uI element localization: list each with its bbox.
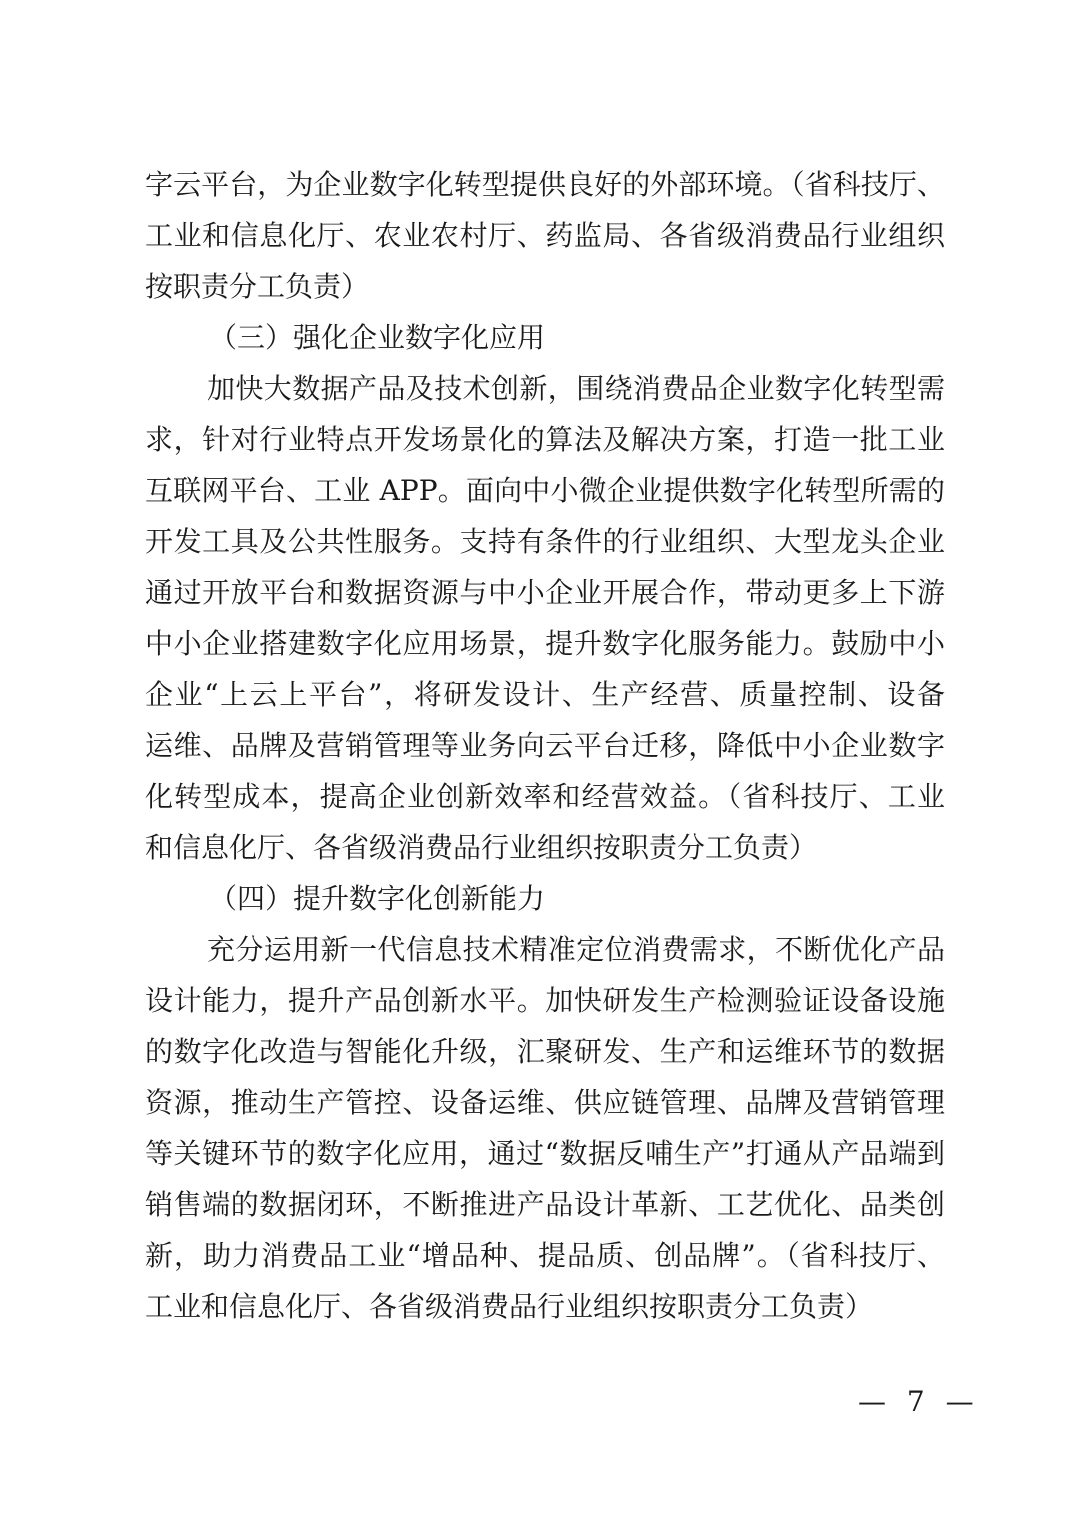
text-line: 按职责分工负责） xyxy=(145,270,370,303)
text-line: 求，针对行业特点开发场景化的算法及解决方案，打造一批工业 xyxy=(145,423,945,456)
intro-paragraph xyxy=(145,159,945,312)
text-line: 设计能力，提升产品创新水平。加快研发生产检测验证设备设施 xyxy=(145,984,945,1017)
text-line: 工业和信息化厅、各省级消费品行业组织按职责分工负责） xyxy=(145,1290,874,1323)
text-line: 开发工具及公共性服务。支持有条件的行业组织、大型龙头企业 xyxy=(145,525,945,558)
section-heading-4: （四）提升数字化创新能力 xyxy=(209,882,546,915)
text-line: 中小企业搭建数字化应用场景，提升数字化服务能力。鼓励中小 xyxy=(145,627,945,660)
document-body xyxy=(145,159,945,1332)
text-line: 通过开放平台和数据资源与中小企业开展合作，带动更多上下游 xyxy=(145,576,945,609)
text-line: 销售端的数据闭环，不断推进产品设计革新、工艺优化、品类创 xyxy=(145,1188,945,1221)
text-line: 运维、品牌及营销管理等业务向云平台迁移，降低中小企业数字 xyxy=(145,729,945,762)
section-4-paragraph xyxy=(145,924,945,1332)
text-line: 企业“上云上平台”，将研发设计、生产经营、质量控制、设备 xyxy=(145,678,945,711)
text-line: 化转型成本，提高企业创新效率和经营效益。（省科技厅、工业 xyxy=(145,780,945,813)
text-line: 加快大数据产品及技术创新，围绕消费品企业数字化转型需 xyxy=(207,372,945,405)
text-line: 新，助力消费品工业“增品种、提品质、创品牌”。（省科技厅、 xyxy=(145,1239,945,1272)
text-line: 字云平台，为企业数字化转型提供良好的外部环境。（省科技厅、 xyxy=(145,168,945,201)
section-heading-3: （三）强化企业数字化应用 xyxy=(209,321,546,354)
text-line: 等关键环节的数字化应用，通过“数据反哺生产”打通从产品端到 xyxy=(145,1137,945,1170)
text-line: 和信息化厅、各省级消费品行业组织按职责分工负责） xyxy=(145,831,818,864)
section-3-paragraph xyxy=(145,363,945,873)
text-line: 工业和信息化厅、农业农村厅、药监局、各省级消费品行业组织 xyxy=(145,219,945,252)
page-number: — 7 — xyxy=(858,1385,980,1418)
text-line: 的数字化改造与智能化升级，汇聚研发、生产和运维环节的数据 xyxy=(145,1035,945,1068)
text-line: 资源，推动生产管控、设备运维、供应链管理、品牌及营销管理 xyxy=(145,1086,945,1119)
text-line: 充分运用新一代信息技术精准定位消费需求，不断优化产品 xyxy=(207,933,945,966)
text-line: 互联网平台、工业 APP。面向中小微企业提供数字化转型所需的 xyxy=(145,474,945,507)
